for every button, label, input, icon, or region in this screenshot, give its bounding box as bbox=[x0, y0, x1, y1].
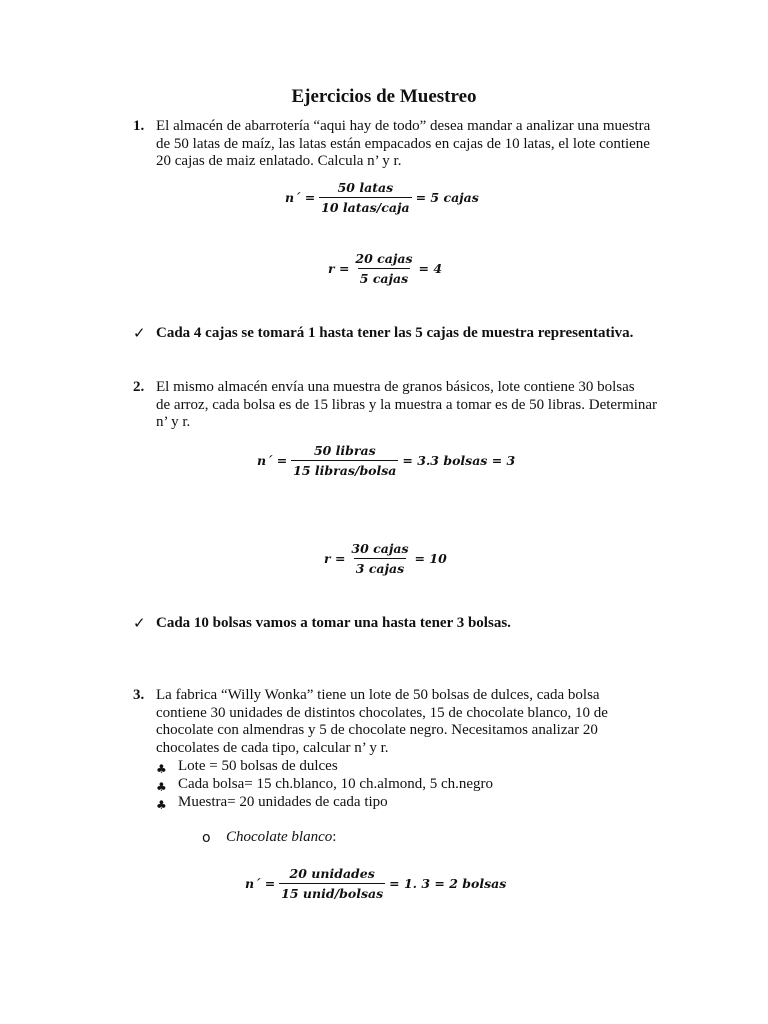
fraction-numerator: 30 cajas bbox=[351, 541, 409, 556]
bullet-item: Lote = 50 bolsas de dulces bbox=[178, 758, 338, 774]
exercise-1-statement bbox=[156, 118, 659, 171]
formula-fraction bbox=[291, 443, 398, 478]
exercise-2-line: El mismo almacén envía una muestra de granos básicos, lote contiene 30 bolsas bbox=[156, 379, 635, 395]
subsection-title bbox=[226, 829, 336, 846]
exercise-3-number: 3. bbox=[133, 687, 145, 703]
exercise-2-line: de arroz, cada bolsa es de 15 libras y la muestra a tomar es de 50 libras. Determinar bbox=[156, 396, 658, 413]
formula-lhs: r = bbox=[324, 551, 346, 566]
fraction-numerator: 20 unidades bbox=[289, 866, 375, 881]
bullet-item: Cada bolsa= 15 ch.blanco, 10 ch.almond, 5 ch.negro bbox=[178, 776, 494, 792]
formula-rhs: = 10 bbox=[414, 551, 447, 566]
exercise-3-line: contiene 30 unidades de distintos chocolates, 15 de chocolate blanco, 10 de bbox=[156, 704, 608, 721]
fraction-denominator: 10 latas/caja bbox=[319, 197, 411, 215]
formula-lhs: n´ = bbox=[245, 876, 276, 891]
formula-fraction bbox=[319, 180, 411, 215]
formula-lhs: n´ = bbox=[257, 453, 288, 468]
exercise-3-formula-n bbox=[245, 866, 506, 901]
page-title: Ejercicios de Muestreo bbox=[291, 86, 477, 107]
fraction-denominator: 3 cajas bbox=[354, 558, 406, 576]
fraction-numerator: 20 cajas bbox=[355, 251, 413, 266]
checkmark-icon: ✓ bbox=[133, 614, 146, 632]
exercise-1-formula-n bbox=[285, 180, 479, 215]
circle-bullet-icon: o bbox=[202, 830, 211, 846]
formula-fraction bbox=[279, 866, 385, 901]
formula-rhs: = 1. 3 = 2 bolsas bbox=[389, 876, 507, 891]
exercise-1-conclusion: Cada 4 cajas se tomará 1 hasta tener las 5 cajas de muestra representativa. bbox=[156, 325, 634, 341]
fraction-denominator: 15 unid/bolsas bbox=[279, 883, 385, 901]
exercise-1-formula-r bbox=[328, 251, 442, 286]
fraction-denominator: 15 libras/bolsa bbox=[291, 460, 398, 478]
formula-fraction bbox=[349, 541, 410, 576]
formula-lhs: r = bbox=[328, 261, 350, 276]
subsection-label: Chocolate blanco bbox=[226, 829, 333, 845]
exercise-3-line: chocolate con almendras y 5 de chocolate negro. Necesitamos analizar 20 bbox=[156, 722, 598, 738]
fraction-numerator: 50 latas bbox=[337, 180, 394, 195]
exercise-2-line: n’ y r. bbox=[156, 414, 191, 430]
exercise-3-statement bbox=[156, 687, 659, 757]
formula-rhs: = 5 cajas bbox=[415, 190, 479, 205]
formula-rhs: = 4 bbox=[418, 261, 443, 276]
exercise-2-statement bbox=[156, 379, 659, 432]
exercise-1-line: 20 cajas de maiz enlatado. Calcula n’ y r. bbox=[156, 153, 402, 169]
club-bullet-icon: ♣ bbox=[156, 798, 167, 812]
formula-lhs: n´ = bbox=[285, 190, 316, 205]
fraction-denominator: 5 cajas bbox=[358, 268, 410, 286]
exercise-2-conclusion: Cada 10 bolsas vamos a tomar una hasta tener 3 bolsas. bbox=[156, 615, 511, 631]
exercise-2-formula-n bbox=[257, 443, 515, 478]
exercise-1-line: de 50 latas de maíz, las latas están empacados en cajas de 10 latas, el lote contiene bbox=[156, 135, 650, 152]
exercise-1-number: 1. bbox=[133, 118, 145, 134]
exercise-2-formula-r bbox=[324, 541, 447, 576]
club-bullet-icon: ♣ bbox=[156, 762, 167, 776]
subsection-colon: : bbox=[332, 829, 337, 845]
fraction-numerator: 50 libras bbox=[313, 443, 376, 458]
checkmark-icon: ✓ bbox=[133, 324, 146, 342]
exercise-3-line: chocolates de cada tipo, calcular n’ y r. bbox=[156, 739, 389, 756]
exercise-3-line: La fabrica “Willy Wonka” tiene un lote de 50 bolsas de dulces, cada bolsa bbox=[156, 687, 600, 703]
bullet-item: Muestra= 20 unidades de cada tipo bbox=[178, 794, 388, 810]
exercise-1-line: El almacén de abarrotería “aqui hay de todo” desea mandar a analizar una muestra bbox=[156, 118, 651, 134]
formula-fraction bbox=[353, 251, 414, 286]
club-bullet-icon: ♣ bbox=[156, 780, 167, 794]
formula-rhs: = 3.3 bolsas = 3 bbox=[402, 453, 516, 468]
exercise-2-number: 2. bbox=[133, 379, 145, 395]
